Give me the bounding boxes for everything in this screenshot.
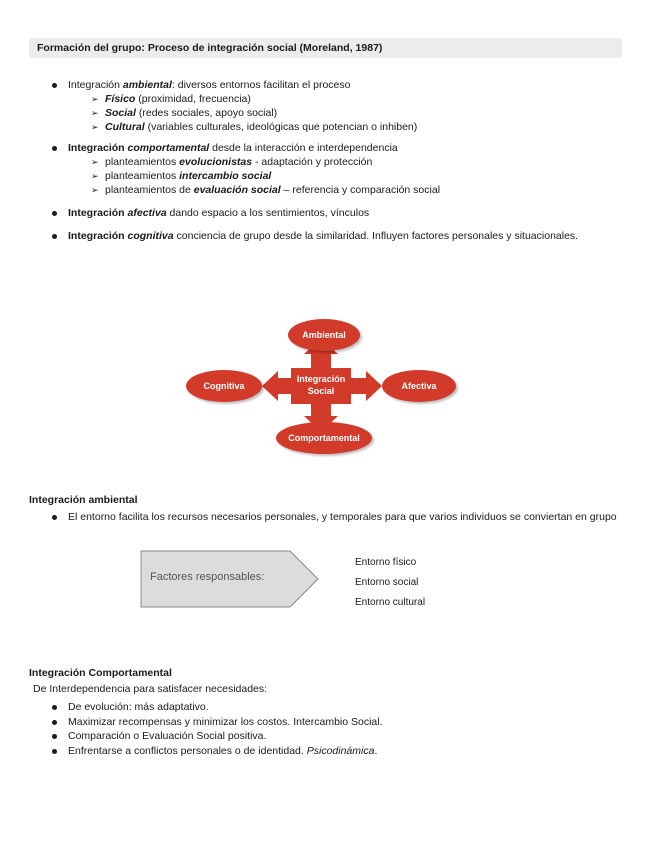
integration-types-list xyxy=(52,78,612,250)
node-integracion-social xyxy=(291,368,351,404)
factor-item: Entorno social xyxy=(355,577,419,588)
list-item-afectiva: Integración afectiva dando espacio a los sentimientos, vínculos xyxy=(52,206,612,220)
sub-item: ➢ Físico (proximidad, frecuencia) xyxy=(91,93,251,105)
list-item-ambiental: Integración ambiental: diversos entornos facilitan el proceso ➢ Físico (proximidad, frecuencia) ➢ Social (redes sociales, apoyo social) ➢ Cultural (variables culturales, ideológicas que potencian o inhiben) xyxy=(52,78,612,134)
arrow-left-shape xyxy=(262,371,292,401)
arrow-bullet-icon: ➢ xyxy=(91,108,99,118)
comportamental-list xyxy=(52,700,383,758)
list-item: El entorno facilita los recursos necesarios personales, y temporales para que varios individuos se conviertan en grupo xyxy=(52,510,622,524)
bullet-icon xyxy=(52,749,57,754)
arrow-bullet-icon: ➢ xyxy=(91,157,99,167)
arrow-bullet-icon: ➢ xyxy=(91,122,99,132)
bullet-icon xyxy=(52,705,57,710)
node-cognitiva: Cognitiva xyxy=(186,370,262,402)
bullet-icon xyxy=(52,211,57,216)
sublist-comportamental xyxy=(91,155,612,197)
sub-item: ➢ planteamientos de evaluación social – referencia y comparación social xyxy=(91,184,441,196)
flow-label: Factores responsables: xyxy=(150,571,265,583)
sub-item: ➢ planteamientos intercambio social xyxy=(91,170,272,182)
section-title-comportamental: Integración Comportamental xyxy=(29,667,172,679)
arrow-bullet-icon: ➢ xyxy=(91,185,99,195)
sub-item: ➢ Cultural (variables culturales, ideológicas que potencian o inhiben) xyxy=(91,121,418,133)
node-ambiental: Ambiental xyxy=(288,319,360,351)
factors-flow xyxy=(140,550,320,608)
factor-item: Entorno físico xyxy=(355,557,417,568)
arrow-bullet-icon: ➢ xyxy=(91,94,99,104)
arrow-bullet-icon: ➢ xyxy=(91,171,99,181)
sublist-ambiental xyxy=(91,92,612,134)
list-item: De evolución: más adaptativo. xyxy=(52,700,383,715)
sub-item: ➢ planteamientos evolucionistas - adaptación y protección xyxy=(91,156,373,168)
factors-list xyxy=(355,553,425,613)
list-item-comportamental: Integración comportamental desde la interacción e interdependencia ➢ planteamientos evolucionistas - adaptación y protección ➢ planteamientos intercambio social ➢ planteamientos de evaluación social – referencia y comparación social xyxy=(52,141,612,197)
list-item: Maximizar recompensas y minimizar los costos. Intercambio Social. xyxy=(52,715,383,730)
node-afectiva: Afectiva xyxy=(382,370,456,402)
sub-item: ➢ Social (redes sociales, apoyo social) xyxy=(91,107,278,119)
page-title: Formación del grupo: Proceso de integración social (Moreland, 1987) xyxy=(29,38,622,58)
section-title-ambiental: Integración ambiental xyxy=(29,494,138,506)
node-comportamental: Comportamental xyxy=(276,422,372,454)
bullet-icon xyxy=(52,734,57,739)
list-item-cognitiva: Integración cognitiva conciencia de grupo desde la similaridad. Influyen factores personales y situacionales. xyxy=(52,229,612,243)
bullet-icon xyxy=(52,515,57,520)
bullet-icon xyxy=(52,83,57,88)
bullet-icon xyxy=(52,146,57,151)
center-label-line1: Integración xyxy=(296,374,346,384)
ambiental-list xyxy=(52,510,622,524)
comportamental-intro: De Interdependencia para satisfacer necesidades: xyxy=(33,683,268,695)
bullet-icon xyxy=(52,720,57,725)
list-item: Enfrentarse a conflictos personales o de identidad. Psicodinámica. xyxy=(52,744,383,759)
integration-diagram xyxy=(180,316,480,456)
arrow-right-shape xyxy=(350,371,382,401)
bullet-icon xyxy=(52,234,57,239)
center-label-line2: Social xyxy=(307,386,335,396)
list-item: Comparación o Evaluación Social positiva. xyxy=(52,729,383,744)
factor-item: Entorno cultural xyxy=(355,597,426,608)
